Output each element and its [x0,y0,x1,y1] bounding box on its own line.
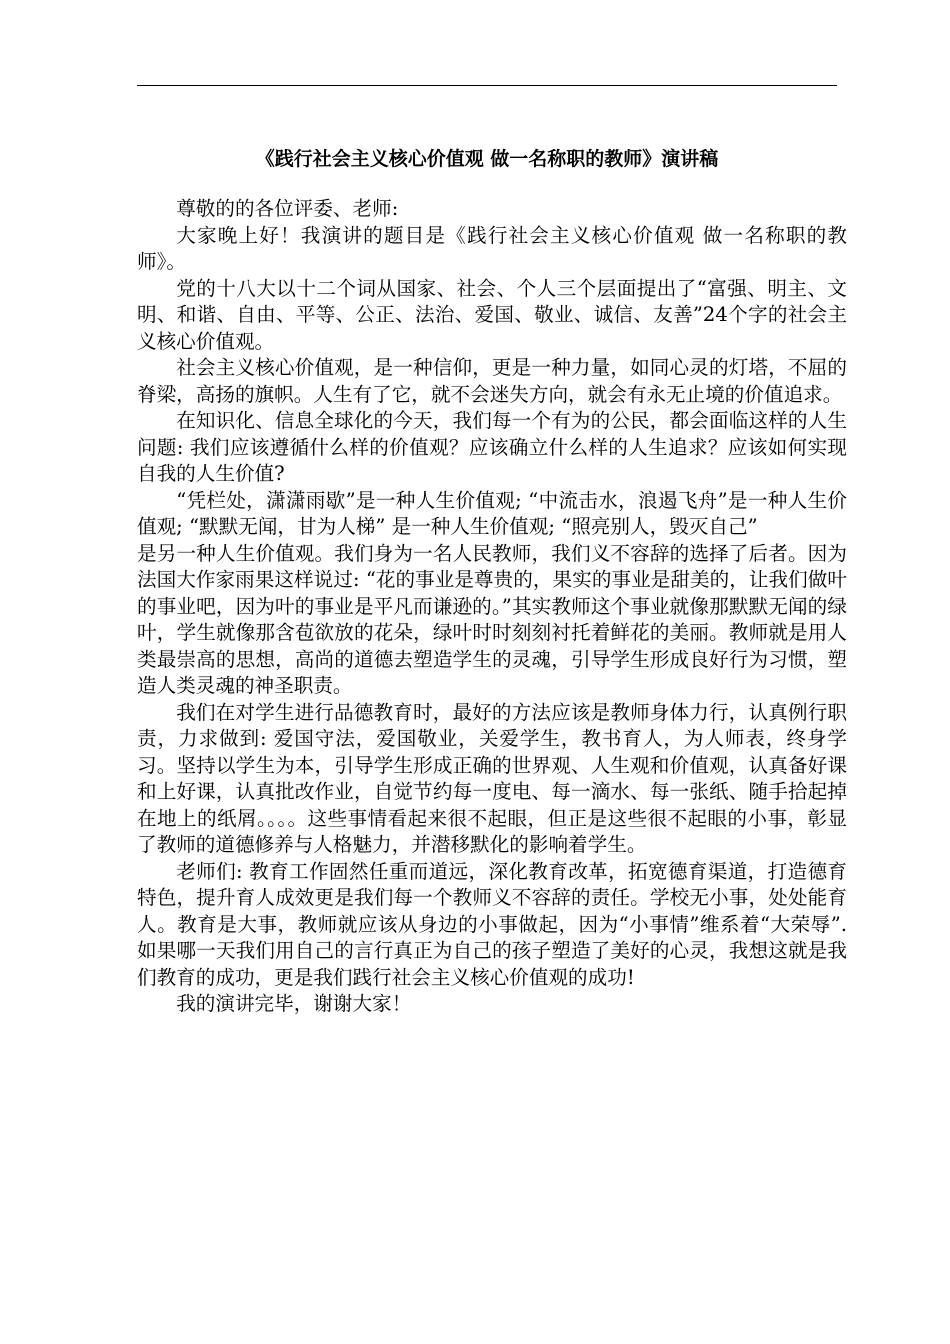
belief-paragraph: 社会主义核心价值观，是一种信仰，更是一种力量，如同心灵的灯塔，不屈的脊梁，高扬的旗帜。人生有了它，就不会迷失方向，就会有永无止境的价值追求。 [137,356,847,406]
intro-paragraph: 大家晚上好！我演讲的题目是《践行社会主义核心价值观 做一名称职的教师》。 [137,223,847,273]
greeting-paragraph: 尊敬的的各位评委、老师: [176,197,399,220]
quotes-paragraph: “凭栏处，潇潇雨歇”是一种人生价值观; “中流击水，浪遏飞舟”是一种人生价值观; “默默无闻，甘为人梯” 是一种人生价值观; “照亮别人，毁灭自己” [137,488,847,538]
speech-title: 《践行社会主义核心价值观 做一名称职的教师》演讲稿 [255,148,719,170]
closing-paragraph: 我的演讲完毕，谢谢大家！ [176,992,412,1015]
speech-body [137,196,847,1018]
responsibility-paragraph: 老师们: 教育工作固然任重而道远，深化教育改革，拓宽德育渠道，打造德育特色，提升育人成效更是我们每一个教师义不容辞的责任。学校无小事，处处能育人。教育是大事，教师就应该从身边的小事做起，因为“小事情”维系着“大荣辱”.如果哪一天我们用自己的言行真正为自己的孩子塑造了美好的心灵，我想这就是我们教育的成功，更是我们践行社会主义核心价值观的成功! [137,859,847,989]
values-paragraph: 党的十八大以十二个词从国家、社会、个人三个层面提出了“富强、明主、文明、和谐、自由、平等、公正、法治、爱国、敬业、诚信、友善”24个字的社会主义核心价值观。 [137,276,847,353]
header-rule [137,85,837,86]
teacher-choice-paragraph: 是另一种人生价值观。我们身为一名人民教师，我们义不容辞的选择了后者。因为法国大作家雨果这样说过: “花的事业是尊贵的，果实的事业是甜美的，让我们做叶的事业吧，因为叶的事业是平凡而谦逊的。”其实教师这个事业就像那默默无闻的绿叶，学生就像那含苞欲放的花朵，绿叶时时刻刻衬托着鲜花的美丽。教师就是用人类最崇高的思想，高尚的道德去塑造学生的灵魂，引导学生形成良好行为习惯，塑造人类灵魂的神圣职责。 [137,541,847,697]
question-paragraph: 在知识化、信息全球化的今天，我们每一个有为的公民，都会面临这样的人生问题: 我们应该遵循什么样的价值观？应该确立什么样的人生追求？应该如何实现自我的人生价值? [137,409,847,485]
moral-education-paragraph: 我们在对学生进行品德教育时，最好的方法应该是教师身体力行，认真例行职责，力求做到: 爱国守法，爱国敬业，关爱学生，教书育人，为人师表，终身学习。坚持以学生为本，引导学生形成正确的世界观、人生观和价值观，认真备好课和上好课，认真批改作业，自觉节约每一度电、每一滴水、每一张纸、随手拾起掉在地上的纸屑。。。。这些事情看起来很不起眼，但正是这些很不起眼的小事，彰显了教师的道德修养与人格魅力，并潜移默化的影响着学生。 [137,700,847,856]
